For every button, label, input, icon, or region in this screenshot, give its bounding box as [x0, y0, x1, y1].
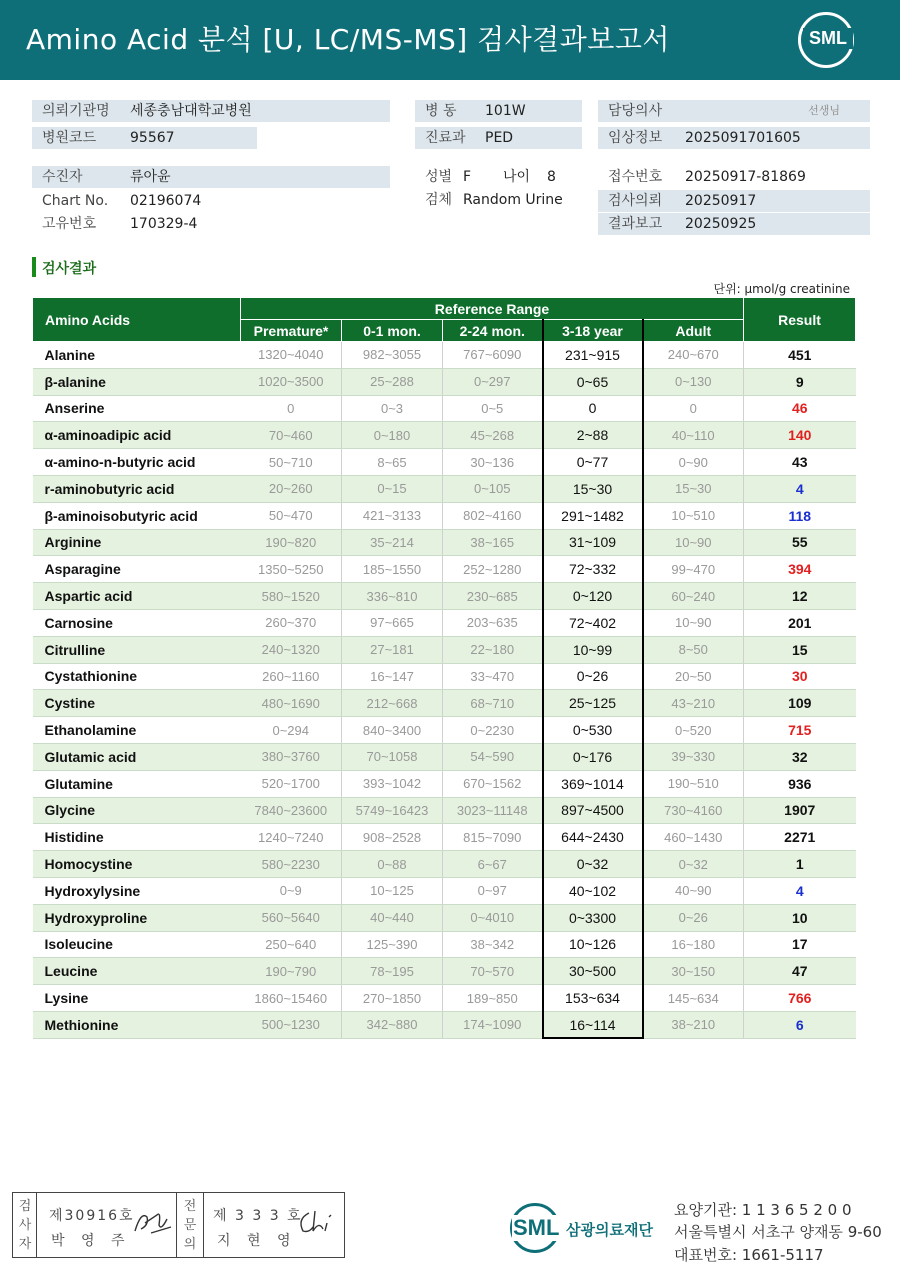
amino-acid-name: Leucine	[33, 958, 241, 985]
header-result: Result	[744, 298, 856, 342]
hospital-code-value: 95567	[130, 130, 175, 146]
ref-premature: 0~9	[241, 877, 342, 904]
result-value: 766	[744, 985, 856, 1012]
amino-acid-name: Hydroxyproline	[33, 904, 241, 931]
ref-0-1-mon: 908~2528	[342, 824, 443, 851]
result-value: 4	[744, 475, 856, 502]
ref-2-24-mon: 0~97	[443, 877, 543, 904]
examiner-label: 검 사 자	[18, 1199, 32, 1252]
ref-2-24-mon: 33~470	[443, 663, 543, 690]
ref-2-24-mon: 252~1280	[443, 556, 543, 583]
request-date-value: 20250917	[685, 193, 757, 209]
ref-0-1-mon: 35~214	[342, 529, 443, 556]
result-value: 2271	[744, 824, 856, 851]
amino-acid-name: Anserine	[33, 395, 241, 422]
receipt-no-value: 20250917-81869	[685, 169, 806, 185]
ref-premature: 500~1230	[241, 1011, 342, 1038]
ref-premature: 250~640	[241, 931, 342, 958]
ref-3-18-year: 0~176	[543, 743, 643, 770]
ref-2-24-mon: 3023~11148	[443, 797, 543, 824]
ref-2-24-mon: 0~5	[443, 395, 543, 422]
specimen-value: Random Urine	[463, 192, 563, 208]
table-row	[33, 770, 856, 797]
clinical-info-field: 임상정보 2025091701605	[598, 127, 870, 149]
table-row	[33, 877, 856, 904]
table-row	[33, 368, 856, 395]
ref-2-24-mon: 30~136	[443, 449, 543, 476]
ref-premature: 560~5640	[241, 904, 342, 931]
ref-3-18-year: 16~114	[543, 1011, 643, 1038]
ref-0-1-mon: 0~88	[342, 851, 443, 878]
amino-acid-name: Alanine	[33, 342, 241, 369]
amino-acid-name: Asparagine	[33, 556, 241, 583]
ref-2-24-mon: 68~710	[443, 690, 543, 717]
ref-adult: 99~470	[643, 556, 744, 583]
result-value: 1907	[744, 797, 856, 824]
ref-adult: 730~4160	[643, 797, 744, 824]
ref-0-1-mon: 421~3133	[342, 502, 443, 529]
hospital-code-field: 병원코드 95567	[32, 127, 257, 149]
table-row	[33, 717, 856, 744]
ref-2-24-mon: 22~180	[443, 636, 543, 663]
result-value: 32	[744, 743, 856, 770]
footer-phone: 대표번호: 1661-5117	[674, 1246, 824, 1264]
ward-field: 병 동 101W	[415, 100, 582, 122]
ref-0-1-mon: 8~65	[342, 449, 443, 476]
ref-adult: 43~210	[643, 690, 744, 717]
sex-age-field: 성별 F 나이 8	[415, 166, 585, 188]
ref-2-24-mon: 0~297	[443, 368, 543, 395]
header-reference-range: Reference Range	[241, 298, 744, 320]
ref-adult: 40~90	[643, 877, 744, 904]
footer-logo: SML	[513, 1215, 560, 1240]
amino-acid-name: Aspartic acid	[33, 583, 241, 610]
ref-2-24-mon: 767~6090	[443, 342, 543, 369]
amino-acid-name: Homocystine	[33, 851, 241, 878]
table-row	[33, 529, 856, 556]
table-row	[33, 690, 856, 717]
table-row	[33, 851, 856, 878]
report-header	[0, 0, 900, 80]
result-value: 30	[744, 663, 856, 690]
ref-2-24-mon: 70~570	[443, 958, 543, 985]
ref-0-1-mon: 0~3	[342, 395, 443, 422]
doctor-field: 담당의사 선생님	[598, 100, 870, 122]
ref-premature: 7840~23600	[241, 797, 342, 824]
ref-0-1-mon: 393~1042	[342, 770, 443, 797]
ref-3-18-year: 153~634	[543, 985, 643, 1012]
table-row	[33, 985, 856, 1012]
examiner-name: 박 영 주	[51, 1233, 131, 1249]
ref-adult: 240~670	[643, 342, 744, 369]
amino-acid-name: β-aminoisobutyric acid	[33, 502, 241, 529]
amino-acid-name: Hydroxylysine	[33, 877, 241, 904]
table-row	[33, 475, 856, 502]
ref-3-18-year: 31~109	[543, 529, 643, 556]
result-value: 9	[744, 368, 856, 395]
doctor-value: 선생님	[808, 104, 840, 117]
ref-premature: 1240~7240	[241, 824, 342, 851]
ref-adult: 460~1430	[643, 824, 744, 851]
ref-3-18-year: 0	[543, 395, 643, 422]
result-value: 12	[744, 583, 856, 610]
ref-3-18-year: 72~332	[543, 556, 643, 583]
ref-3-18-year: 0~26	[543, 663, 643, 690]
amino-acid-name: Ethanolamine	[33, 717, 241, 744]
table-row	[33, 556, 856, 583]
amino-acid-name: Glutamine	[33, 770, 241, 797]
ref-3-18-year: 0~77	[543, 449, 643, 476]
ref-3-18-year: 40~102	[543, 877, 643, 904]
footer-org-name: 삼광의료재단	[566, 1221, 653, 1239]
ref-premature: 480~1690	[241, 690, 342, 717]
amino-acid-name: Citrulline	[33, 636, 241, 663]
examiner-no: 제30916호	[49, 1208, 135, 1224]
amino-acid-name: Arginine	[33, 529, 241, 556]
amino-acid-name: Glycine	[33, 797, 241, 824]
result-value: 4	[744, 877, 856, 904]
header-premature: Premature*	[241, 320, 342, 342]
table-row	[33, 342, 856, 369]
ref-2-24-mon: 45~268	[443, 422, 543, 449]
result-value: 47	[744, 958, 856, 985]
ref-adult: 16~180	[643, 931, 744, 958]
ref-adult: 15~30	[643, 475, 744, 502]
ref-3-18-year: 231~915	[543, 342, 643, 369]
ref-3-18-year: 897~4500	[543, 797, 643, 824]
results-table	[32, 297, 856, 1039]
patient-field: 수진자 류아윤	[32, 166, 390, 188]
table-row	[33, 583, 856, 610]
result-value: 394	[744, 556, 856, 583]
department-field: 진료과 PED	[415, 127, 582, 149]
ref-0-1-mon: 25~288	[342, 368, 443, 395]
unique-no-field: 고유번호 170329-4	[32, 213, 390, 235]
amino-acid-name: Isoleucine	[33, 931, 241, 958]
clinical-info-value: 2025091701605	[685, 130, 801, 146]
ref-premature: 0	[241, 395, 342, 422]
ref-premature: 580~1520	[241, 583, 342, 610]
ref-premature: 260~370	[241, 609, 342, 636]
ref-adult: 10~510	[643, 502, 744, 529]
ref-adult: 10~90	[643, 529, 744, 556]
ref-3-18-year: 0~3300	[543, 904, 643, 931]
ref-adult: 10~90	[643, 609, 744, 636]
amino-acid-name: Cystathionine	[33, 663, 241, 690]
unit-label: 단위: µmol/g creatinine	[713, 282, 850, 296]
table-row	[33, 663, 856, 690]
ref-0-1-mon: 70~1058	[342, 743, 443, 770]
ref-premature: 50~470	[241, 502, 342, 529]
header-2-24-mon: 2-24 mon.	[443, 320, 543, 342]
ref-2-24-mon: 54~590	[443, 743, 543, 770]
ref-3-18-year: 369~1014	[543, 770, 643, 797]
request-date-field: 검사의뢰 20250917	[598, 190, 870, 212]
result-value: 10	[744, 904, 856, 931]
ref-premature: 260~1160	[241, 663, 342, 690]
sex-value: F	[463, 169, 472, 185]
ref-premature: 580~2230	[241, 851, 342, 878]
ref-adult: 60~240	[643, 583, 744, 610]
ref-2-24-mon: 230~685	[443, 583, 543, 610]
ref-2-24-mon: 38~165	[443, 529, 543, 556]
ward-value: 101W	[485, 103, 526, 119]
ref-3-18-year: 72~402	[543, 609, 643, 636]
ref-0-1-mon: 840~3400	[342, 717, 443, 744]
ref-premature: 520~1700	[241, 770, 342, 797]
ref-3-18-year: 0~65	[543, 368, 643, 395]
ref-0-1-mon: 10~125	[342, 877, 443, 904]
amino-acid-name: Glutamic acid	[33, 743, 241, 770]
table-row	[33, 824, 856, 851]
specialist-name: 지 현 영	[217, 1233, 297, 1249]
ref-3-18-year: 30~500	[543, 958, 643, 985]
ref-premature: 190~790	[241, 958, 342, 985]
ref-0-1-mon: 27~181	[342, 636, 443, 663]
specimen-field: 검체 Random Urine	[415, 189, 595, 211]
table-row	[33, 1011, 856, 1038]
ref-2-24-mon: 189~850	[443, 985, 543, 1012]
ref-adult: 8~50	[643, 636, 744, 663]
amino-acid-name: β-alanine	[33, 368, 241, 395]
ref-0-1-mon: 212~668	[342, 690, 443, 717]
result-value: 43	[744, 449, 856, 476]
ref-0-1-mon: 16~147	[342, 663, 443, 690]
ref-premature: 1320~4040	[241, 342, 342, 369]
table-row	[33, 797, 856, 824]
amino-acid-name: Methionine	[33, 1011, 241, 1038]
table-row	[33, 958, 856, 985]
ref-2-24-mon: 0~2230	[443, 717, 543, 744]
amino-acid-name: α-aminoadipic acid	[33, 422, 241, 449]
ref-3-18-year: 15~30	[543, 475, 643, 502]
ref-2-24-mon: 670~1562	[443, 770, 543, 797]
ref-adult: 0~32	[643, 851, 744, 878]
table-row	[33, 931, 856, 958]
ref-premature: 1350~5250	[241, 556, 342, 583]
table-row	[33, 395, 856, 422]
ref-2-24-mon: 203~635	[443, 609, 543, 636]
ref-3-18-year: 10~99	[543, 636, 643, 663]
ref-2-24-mon: 6~67	[443, 851, 543, 878]
specialist-label: 전 문 의	[183, 1199, 197, 1252]
result-value: 1	[744, 851, 856, 878]
table-row	[33, 636, 856, 663]
ref-0-1-mon: 40~440	[342, 904, 443, 931]
result-value: 451	[744, 342, 856, 369]
department-value: PED	[485, 130, 514, 146]
header-amino-acids: Amino Acids	[33, 298, 241, 342]
table-row	[33, 743, 856, 770]
result-value: 118	[744, 502, 856, 529]
amino-acid-name: Lysine	[33, 985, 241, 1012]
table-row	[33, 449, 856, 476]
amino-acid-name: α-amino-n-butyric acid	[33, 449, 241, 476]
result-value: 201	[744, 609, 856, 636]
result-value: 46	[744, 395, 856, 422]
footer-care-code: 요양기관: 1 1 3 6 5 2 0 0	[674, 1201, 852, 1219]
result-value: 715	[744, 717, 856, 744]
result-value: 140	[744, 422, 856, 449]
ref-3-18-year: 25~125	[543, 690, 643, 717]
amino-acid-name: Histidine	[33, 824, 241, 851]
ref-adult: 190~510	[643, 770, 744, 797]
ref-premature: 1020~3500	[241, 368, 342, 395]
ref-adult: 20~50	[643, 663, 744, 690]
amino-acid-name: r-aminobutyric acid	[33, 475, 241, 502]
ref-0-1-mon: 97~665	[342, 609, 443, 636]
institution-field: 의뢰기관명 세종충남대학교병원	[32, 100, 390, 122]
ref-adult: 30~150	[643, 958, 744, 985]
specialist-no: 제 3 3 3 호	[213, 1208, 303, 1224]
ref-2-24-mon: 38~342	[443, 931, 543, 958]
ref-0-1-mon: 185~1550	[342, 556, 443, 583]
ref-0-1-mon: 342~880	[342, 1011, 443, 1038]
ref-adult: 38~210	[643, 1011, 744, 1038]
ref-3-18-year: 644~2430	[543, 824, 643, 851]
ref-0-1-mon: 78~195	[342, 958, 443, 985]
examiner-signature	[131, 1207, 175, 1237]
ref-premature: 0~294	[241, 717, 342, 744]
ref-3-18-year: 0~120	[543, 583, 643, 610]
ref-2-24-mon: 815~7090	[443, 824, 543, 851]
ref-0-1-mon: 125~390	[342, 931, 443, 958]
ref-adult: 145~634	[643, 985, 744, 1012]
ref-3-18-year: 0~530	[543, 717, 643, 744]
ref-0-1-mon: 0~15	[342, 475, 443, 502]
ref-2-24-mon: 0~105	[443, 475, 543, 502]
result-value: 15	[744, 636, 856, 663]
chart-no-value: 02196074	[130, 193, 202, 209]
result-value: 55	[744, 529, 856, 556]
ref-premature: 20~260	[241, 475, 342, 502]
ref-premature: 1860~15460	[241, 985, 342, 1012]
result-value: 6	[744, 1011, 856, 1038]
header-adult: Adult	[643, 320, 744, 342]
ref-0-1-mon: 982~3055	[342, 342, 443, 369]
table-row	[33, 422, 856, 449]
ref-premature: 240~1320	[241, 636, 342, 663]
ref-2-24-mon: 0~4010	[443, 904, 543, 931]
result-value: 17	[744, 931, 856, 958]
patient-value: 류아윤	[130, 169, 171, 185]
sml-logo: SML	[803, 28, 853, 49]
ref-adult: 0~26	[643, 904, 744, 931]
ref-adult: 40~110	[643, 422, 744, 449]
header-0-1-mon: 0-1 mon.	[342, 320, 443, 342]
ref-0-1-mon: 336~810	[342, 583, 443, 610]
header-3-18-year: 3-18 year	[543, 320, 643, 342]
ref-3-18-year: 10~126	[543, 931, 643, 958]
ref-adult: 0~520	[643, 717, 744, 744]
ref-adult: 0~130	[643, 368, 744, 395]
ref-premature: 70~460	[241, 422, 342, 449]
section-title: 검사결과	[42, 261, 97, 277]
ref-adult: 0~90	[643, 449, 744, 476]
institution-value: 세종충남대학교병원	[130, 103, 252, 119]
unique-no-value: 170329-4	[130, 216, 198, 232]
ref-0-1-mon: 5749~16423	[342, 797, 443, 824]
amino-acid-name: Carnosine	[33, 609, 241, 636]
receipt-no-field: 접수번호 20250917-81869	[598, 166, 870, 188]
ref-3-18-year: 291~1482	[543, 502, 643, 529]
ref-3-18-year: 0~32	[543, 851, 643, 878]
ref-premature: 190~820	[241, 529, 342, 556]
ref-premature: 380~3760	[241, 743, 342, 770]
report-title: Amino Acid 분석 [U, LC/MS-MS] 검사결과보고서	[26, 23, 670, 56]
ref-adult: 39~330	[643, 743, 744, 770]
signature-box	[12, 1192, 345, 1258]
table-row	[33, 609, 856, 636]
ref-2-24-mon: 174~1090	[443, 1011, 543, 1038]
report-date-value: 20250925	[685, 216, 757, 232]
ref-3-18-year: 2~88	[543, 422, 643, 449]
amino-acid-name: Cystine	[33, 690, 241, 717]
footer-address: 서울특별시 서초구 양재동 9-60	[674, 1223, 882, 1241]
specialist-signature	[295, 1207, 339, 1237]
ref-2-24-mon: 802~4160	[443, 502, 543, 529]
ref-premature: 50~710	[241, 449, 342, 476]
ref-0-1-mon: 0~180	[342, 422, 443, 449]
table-row	[33, 502, 856, 529]
chart-no-field: Chart No. 02196074	[32, 190, 390, 212]
age-value: 8	[547, 169, 556, 185]
table-row	[33, 904, 856, 931]
section-marker	[32, 257, 36, 277]
ref-adult: 0	[643, 395, 744, 422]
result-value: 936	[744, 770, 856, 797]
report-date-field: 결과보고 20250925	[598, 213, 870, 235]
result-value: 109	[744, 690, 856, 717]
ref-0-1-mon: 270~1850	[342, 985, 443, 1012]
